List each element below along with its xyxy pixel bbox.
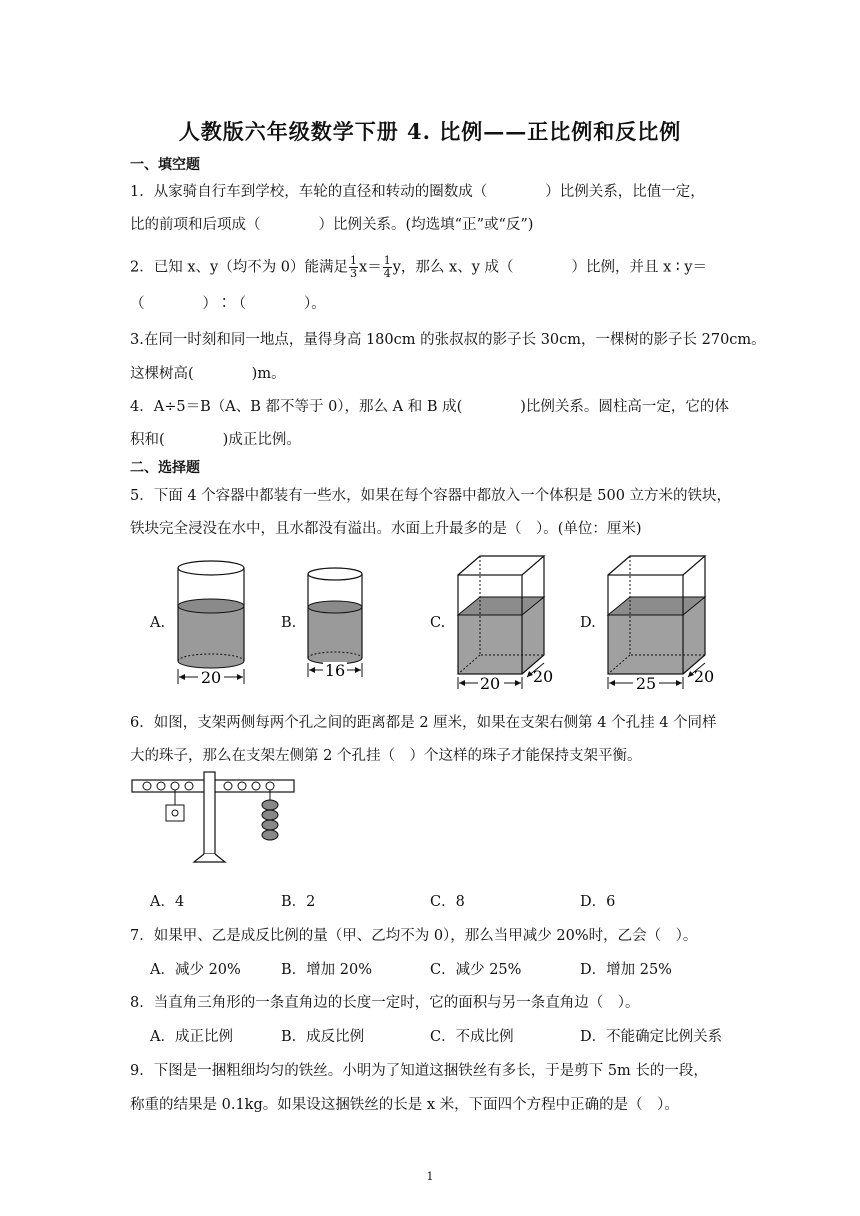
dimension-label: 25: [635, 674, 657, 693]
page-title: 人教版六年级数学下册 4. 比例——正比例和反比例: [178, 119, 682, 144]
cylinder-top: [178, 561, 244, 575]
question-7-line-1: 7．如果甲、乙是成反比例的量（甲、乙均不为 0），那么当甲减少 20%时，乙会（ ）。: [130, 928, 698, 944]
dimension-label: 20: [532, 667, 554, 686]
question-1-line-2: 比的前项和后项成（ ）比例关系。(均选填“正”或“反”): [130, 217, 534, 233]
question-6-line-1: 6．如图，支架两侧每两个孔之间的距离都是 2 厘米，如果在支架右侧第 4 个孔挂 4 个同样: [130, 715, 717, 731]
question-4-line-1: 4．A÷5＝B（A、B 都不等于 0），那么 A 和 B 成( )比例关系。圆柱高一定，它的体: [130, 399, 729, 415]
question-9-line-1: 9．下图是一捆粗细均匀的铁丝。小明为了知道这捆铁丝有多长，于是剪下 5m 长的一段，: [130, 1063, 708, 1079]
dimension-label: 20: [479, 674, 501, 693]
q7-option-d: D．增加 25%: [580, 962, 672, 978]
page-number: 1: [426, 1170, 434, 1183]
cuboid-c-figure: [450, 548, 560, 693]
fraction-denominator: 3: [350, 267, 358, 280]
q6-option-b: B．2: [281, 894, 316, 910]
fraction-one-quarter: [383, 255, 392, 280]
q6-option-c: C．8: [430, 894, 465, 910]
option-d-label: D.: [580, 615, 596, 631]
cuboid-d-figure: [600, 548, 720, 693]
dimension-label: 20: [200, 668, 222, 687]
bead: [262, 800, 278, 810]
dimension-label: 16: [324, 661, 346, 680]
balance-pillar: [204, 772, 215, 854]
question-2-line-2: （ ）∶（ ）。: [130, 296, 326, 312]
q8-option-a: A．成正比例: [150, 1029, 233, 1045]
q6-option-d: D．6: [580, 894, 616, 910]
q7-option-c: C．减少 25%: [430, 962, 522, 978]
q6-option-a: A．4: [150, 894, 185, 910]
dimension-label: 20: [693, 667, 715, 686]
option-a-label: A.: [150, 615, 166, 631]
question-6-line-2: 大的珠子，那么在支架左侧第 2 个孔挂（ ）个这样的珠子才能保持支架平衡。: [130, 748, 642, 764]
water-fill: [178, 606, 244, 668]
fraction-one-third: [349, 255, 358, 280]
q8-option-c: C．不成比例: [430, 1029, 514, 1045]
question-2-line-1: [130, 255, 707, 280]
question-3-line-1: 3.在同一时刻和同一地点，量得身高 180cm 的张叔叔的影子长 30cm，一棵树的影子长 270cm。: [130, 332, 766, 348]
fraction-numerator: 1: [350, 254, 358, 267]
question-8-line-1: 8．当直角三角形的一条直角边的长度一定时，它的面积与另一条直角边（ ）。: [130, 995, 640, 1011]
cylinder-a-figure: [170, 556, 255, 691]
bead: [262, 830, 278, 840]
q7-option-b: B．增加 20%: [281, 962, 372, 978]
q7-option-a: A．减少 20%: [150, 962, 241, 978]
question-2-text-c: y，那么 x、y 成（ ）比例，并且 x ∶ y＝: [392, 259, 707, 276]
question-3-line-2: 这棵树高( )m。: [130, 366, 286, 382]
question-1-line-1: 1．从家骑自行车到学校，车轮的直径和转动的圈数成（ ）比例关系，比值一定，: [130, 184, 705, 200]
bead: [262, 820, 278, 830]
bead: [262, 810, 278, 820]
question-4-line-2: 积和( )成正比例。: [130, 432, 301, 448]
fraction-numerator: 1: [383, 254, 391, 267]
option-c-label: C.: [430, 615, 446, 631]
section-heading-choice: 二、选择题: [130, 460, 200, 476]
balance-stand-figure: [128, 770, 303, 880]
water-surface: [178, 599, 244, 613]
question-5-line-2: 铁块完全浸没在水中，且水都没有溢出。水面上升最多的是（ ）。(单位：厘米): [130, 521, 642, 537]
q8-option-d: D．不能确定比例关系: [580, 1029, 723, 1045]
cylinder-b-figure: [300, 562, 375, 684]
question-2-text-a: 2．已知 x、y（均不为 0）能满足: [130, 259, 349, 276]
question-9-line-2: 称重的结果是 0.1kg。如果设这捆铁丝的长是 x 米，下面四个方程中正确的是（ ）。: [130, 1097, 679, 1113]
q8-option-b: B．成反比例: [281, 1029, 365, 1045]
question-2-text-b: x＝: [359, 259, 382, 276]
section-heading-fill-in: 一、填空题: [130, 157, 200, 173]
option-b-label: B.: [281, 615, 297, 631]
fraction-denominator: 4: [383, 267, 391, 280]
question-5-line-1: 5．下面 4 个容器中都装有一些水，如果在每个容器中都放入一个体积是 500 立方米的铁块，: [130, 488, 732, 504]
